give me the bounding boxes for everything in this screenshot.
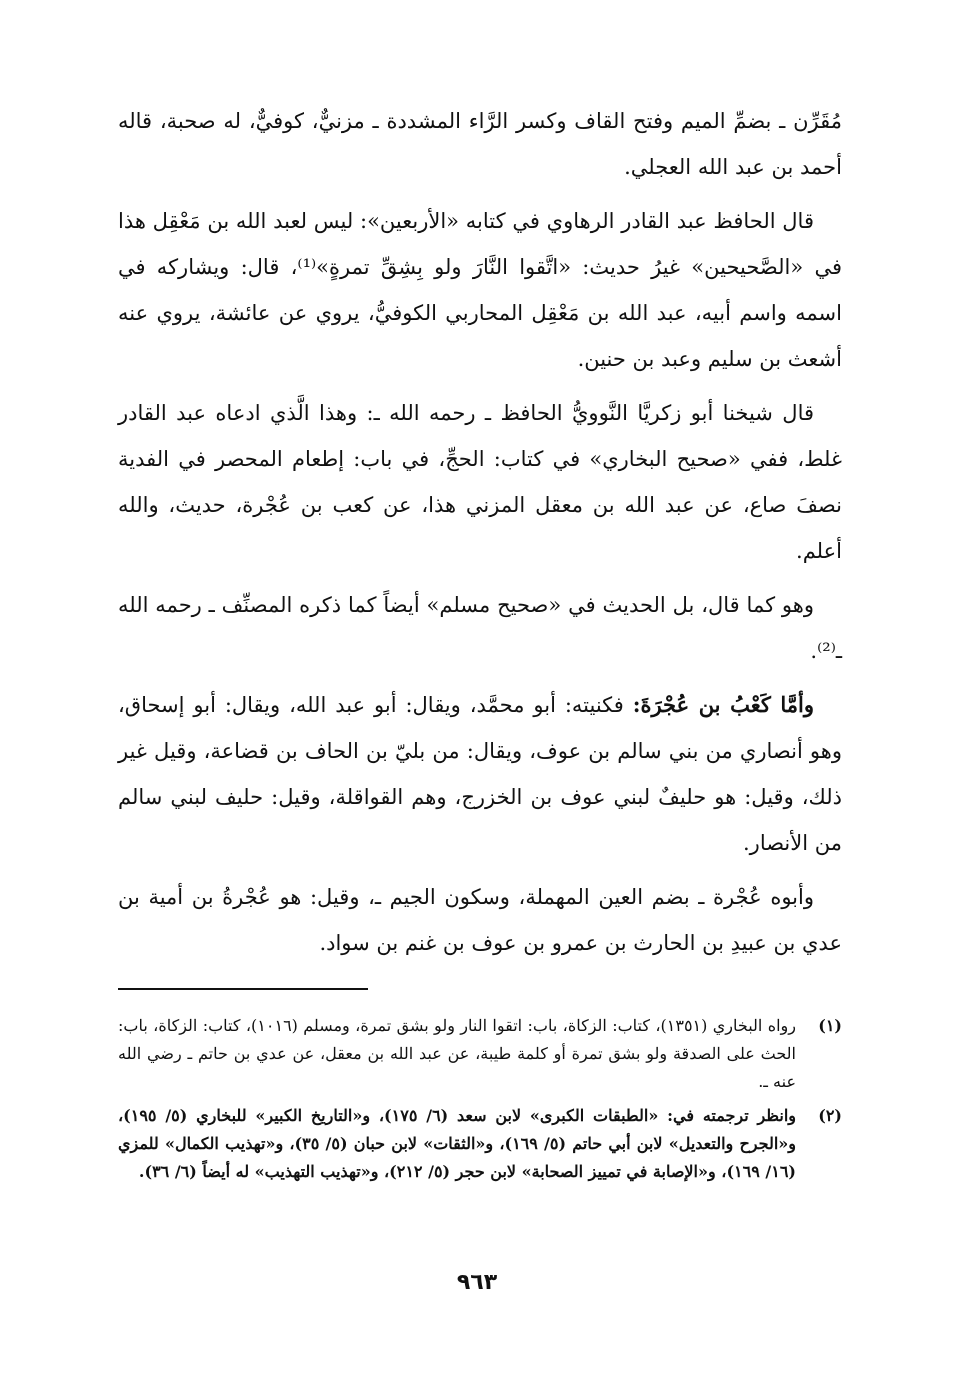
footnote-text: وانظر ترجمته في: «الطبقات الكبرى» لابن سعد (٦/ ١٧٥)، و«التاريخ الكبير» للبخاري (٥/ ١٩٥)، و«الجرح والتعديل» لابن أبي حاتم (٥/ ١٦٩)، و«الثقات» لابن حبان (٥/ ٣٥)، و«تهذيب الكمال» للمزي (١٦/ ١٦٩)، و«الإصابة في تمييز الصحابة» لابن حجر (٥/ ٢١٢)، و«تهذيب التهذيب» له أيضاً (٦/ ٣٦). [118, 1106, 797, 1181]
footnote-2 [118, 1102, 842, 1186]
footnote-text: رواه البخاري (١٣٥١)، كتاب: الزكاة، باب: اتقوا النار ولو بشق تمرة، ومسلم (١٠١٦)، كتاب: الزكاة، باب: الحث على الصدقة ولو بشق تمرة أو كلمة طيبة، عن عبد الله بن معقل، عن عدي بن حاتم ـ رضي الله عنه ـ. [118, 1016, 797, 1091]
footnotes [118, 1012, 842, 1192]
paragraph-6 [118, 874, 842, 966]
paragraph-text: قال شيخنا أبو زكريَّا النَّوويُّ الحافظ ـ رحمه الله ـ: وهذا الَّذي ادعاه عبد القادر غلط، ففي «صحيح البخاري» في كتاب: الحجِّ، في باب: إطعام المحصر في الفدية نصفَ صاع، عن عبد الله بن معقل المزني هذا، عن كعب بن عُجْرة، حديث، والله أعلم. [118, 401, 842, 563]
main-text [118, 98, 842, 974]
paragraph-3 [118, 390, 842, 574]
paragraph-5 [118, 682, 842, 866]
paragraph-text: فكنيته: أبو محمَّد، ويقال: أبو عبد الله، ويقال: أبو إسحاق، وهو أنصاري من بني سالم بن عوف، ويقال: من بليّ بن الحاف بن قضاعة، وقيل غير ذلك، وقيل: هو حليفٌ لبني عوف بن الخزرج، وهم القواقلة، وقيل: حليف لبني سالم من الأنصار. [118, 693, 842, 855]
paragraph-text: وأبوه عُجْرة ـ بضم العين المهملة، وسكون الجيم ـ، وقيل: هو عُجْرةُ بن أمية بن عدي بن عبيدِ بن الحارث بن عمرو بن عوف بن غنم بن سواد. [118, 885, 842, 955]
footnote-number: (١) [818, 1016, 842, 1035]
page-number: ٩٦٣ [456, 1270, 498, 1295]
footnote-1 [118, 1012, 842, 1096]
paragraph-text: وهو كما قال، بل الحديث في «صحيح مسلم» أيضاً كما ذكره المصنِّف ـ رحمه الله ـ⁽²⁾. [118, 593, 842, 663]
paragraph-lead: وأمَّا كَعْبُ بن عُجْرَةَ: [632, 692, 815, 717]
paragraph-2 [118, 198, 842, 382]
footnote-separator [118, 988, 368, 990]
paragraph-1 [118, 98, 842, 190]
paragraph-4 [118, 582, 842, 674]
paragraph-text: مُقَرِّن ـ بضمِّ الميم وفتح القاف وكسر الرَّاء المشددة ـ مزنيٌّ، كوفيٌّ، له صحبة، قاله أحمد بن عبد الله العجلي. [118, 109, 842, 179]
paragraph-text: قال الحافظ عبد القادر الرهاوي في كتابه «الأربعين»: ليس لعبد الله بن مَعْقِل هذا في «الصَّحيحين» غيرُ حديث: «اتَّقوا النَّارَ ولو بِشِقِّ تمرةٍ»⁽¹⁾، قال: ويشاركه في اسمه واسم أبيه، عبد الله بن مَعْقِل المحاربي الكوفيُّ، يروي عن عائشة، يروي عنه أشعث بن سليم وعبد بن حنين. [118, 209, 842, 371]
footnote-number: (٢) [818, 1106, 842, 1125]
